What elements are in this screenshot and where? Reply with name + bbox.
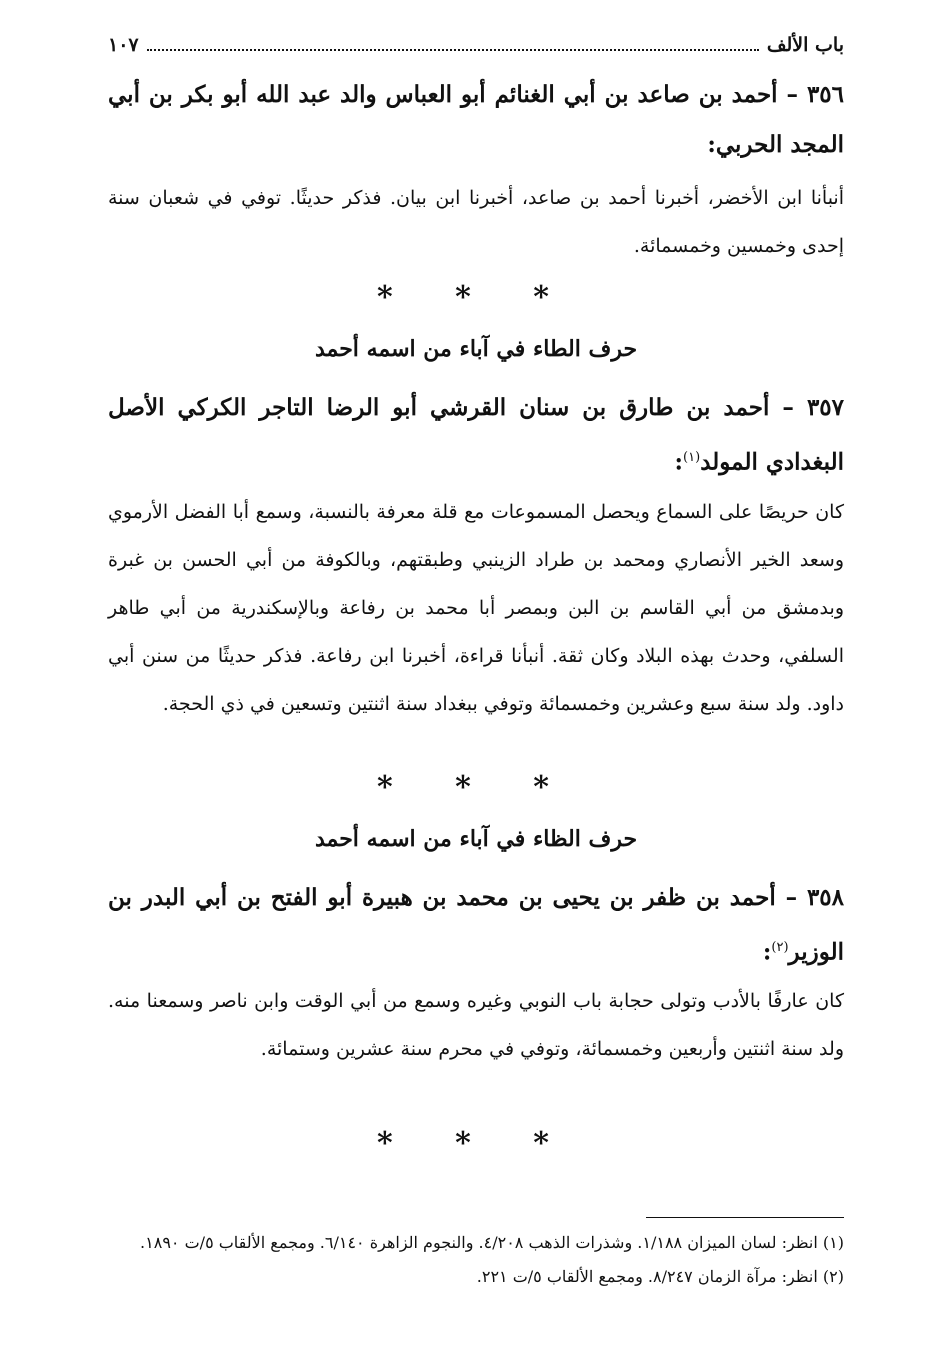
separator-stars-2: * * * xyxy=(377,770,575,805)
footnote-ref-1[interactable]: (١) xyxy=(683,450,701,465)
entry-356-body xyxy=(108,174,844,270)
entry-356-heading-text: ٣٥٦ – أحمد بن صاعد بن أبي الغنائم أبو العباس والد عبد الله أبو بكر بن أبي المجد الحربي: xyxy=(108,81,844,158)
entry-356-heading xyxy=(108,70,844,170)
separator-stars-1: * * * xyxy=(377,280,575,315)
section-title-ta: حرف الطاء في آباء من اسمه أحمد xyxy=(314,336,638,362)
footnote-ref-2[interactable]: (٢) xyxy=(771,940,789,955)
entry-357-heading-colon: : xyxy=(674,448,684,476)
chapter-title: باب الألف xyxy=(766,34,844,56)
running-header xyxy=(108,34,844,64)
footnote-divider xyxy=(646,1217,844,1218)
entry-357-body xyxy=(108,488,844,728)
entry-357-heading-text: ٣٥٧ – أحمد بن طارق بن سنان القرشي أبو الرضا التاجر الكركي الأصل البغدادي المولد xyxy=(108,394,844,476)
entry-356-body-text: أنبأنا ابن الأخضر، أخبرنا أحمد بن صاعد، أخبرنا ابن بيان. فذكر حديثًا. توفي في شعبان سنة إحدى وخمسين وخمسمائة. xyxy=(108,187,844,257)
entry-357-heading xyxy=(108,383,844,488)
separator-stars-3: * * * xyxy=(377,1126,575,1161)
header-dot-leader xyxy=(147,49,759,51)
entry-358-heading-colon: : xyxy=(762,938,772,966)
footnotes xyxy=(108,1226,844,1294)
section-title-za: حرف الظاء في آباء من اسمه أحمد xyxy=(314,826,638,852)
entry-358-heading-text: ٣٥٨ – أحمد بن ظفر بن يحيى بن محمد بن هبيرة أبو الفتح بن أبي البدر بن الوزير xyxy=(108,884,844,966)
entry-358-heading xyxy=(108,873,844,978)
entry-358-body-text: كان عارفًا بالأدب وتولى حجابة باب النوبي وغيره وسمع من أبي الوقت وابن ناصر وسمعنا منه. ولد سنة اثنتين وأربعين وخمسمائة، وتوفي في محرم سنة عشرين وستمائة. xyxy=(108,990,844,1060)
page-number: ١٠٧ xyxy=(108,34,139,56)
entry-357-body-text: كان حريصًا على السماع ويحصل المسموعات مع قلة معرفة بالنسبة، وسمع أبا الفضل الأرموي وسعد الخير الأنصاري ومحمد بن طراد الزينبي وطبقتهم، وبالكوفة من أبي الحسن بن غبرة وبدمشق من أبي القاسم بن البن وبمصر أبا محمد بن رفاعة وبالإسكندرية من أبي طاهر السلفي، وحدث بهذه البلاد وكان ثقة. أنبأنا قراءة، أخبرنا ابن رفاعة. فذكر حديثًا من سنن أبي داود. ولد سنة سبع وعشرين وخمسمائة وتوفي ببغداد سنة اثنتين وتسعين في ذي الحجة. xyxy=(108,501,844,715)
footnote-2: (٢) انظر: مرآة الزمان ٨/٢٤٧. ومجمع الألقاب ٥/ت ٢٢١. xyxy=(476,1267,844,1286)
entry-358-body xyxy=(108,977,844,1073)
footnote-1: (١) انظر: لسان الميزان ١/١٨٨. وشذرات الذهب ٤/٢٠٨. والنجوم الزاهرة ٦/١٤٠. ومجمع الألقاب ٥/ت ١٨٩٠. xyxy=(140,1233,844,1252)
